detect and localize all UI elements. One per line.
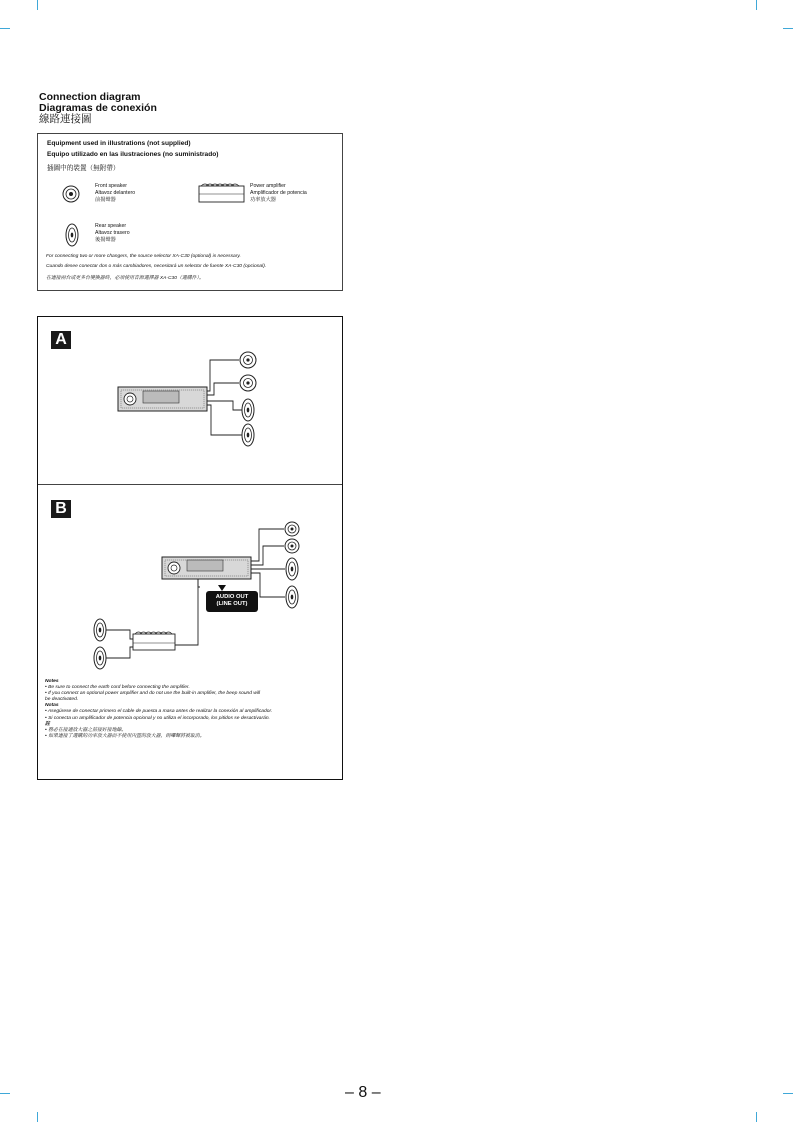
crop-mark <box>0 28 10 29</box>
page-heading <box>39 92 157 125</box>
front-speakers-b <box>285 522 299 553</box>
rear-speakers-a <box>242 399 254 446</box>
head-unit-a <box>118 387 207 411</box>
diagram-box <box>37 316 343 780</box>
audio-out-callout: AUDIO OUT (LINE OUT) <box>206 591 258 612</box>
rear-speaker-label: Rear speaker Altavoz trasero 後揚聲器 <box>95 223 130 243</box>
notes-heading-es: Notas <box>45 703 59 709</box>
power-amplifier-label: Power amplifier Amplificador de potencia 功率放大器 <box>250 183 307 203</box>
notes-heading-zh: 註 <box>45 721 50 727</box>
crop-mark <box>783 28 793 29</box>
power-amplifier-b <box>133 632 175 650</box>
note-zh-1: • 務必在接通放大器之前接好接地線。 <box>45 727 127 733</box>
heading-en: Connection diagram <box>39 91 141 103</box>
page-number: – 8 – <box>345 1084 381 1101</box>
section-label-a: A <box>51 331 71 349</box>
crop-mark <box>37 1112 38 1122</box>
amp-rear-speakers-b <box>94 619 126 669</box>
equipment-note-zh: 在連接兩台或更多台變換器時，必須使用音源選擇器 XA-C30（選購件）。 <box>46 276 204 281</box>
power-amplifier-icon <box>199 184 244 202</box>
rear-speaker-icon <box>66 224 78 246</box>
wiring-a <box>207 360 242 435</box>
heading-es: Diagramas de conexión <box>39 102 157 114</box>
note-es-1: • Asegúrese de conectar primero el cable de puesta a masa antes de realizar la conexión al amplificador. <box>45 709 273 715</box>
equipment-title-zh: 插圖中的裝置（無附帶） <box>47 165 120 172</box>
heading-zh: 線路連接圖 <box>39 113 92 125</box>
rear-speakers-b <box>286 558 298 608</box>
note-en-3: be deactivated. <box>45 697 79 703</box>
notes-section <box>45 679 272 740</box>
note-es-2: • Si conecta un amplificador de potencia opcional y no utiliza el incorporado, los pitidos se desactivarán. <box>45 715 270 721</box>
crop-mark <box>756 0 757 10</box>
note-en-2: • If you connect an optional power amplifier and do not use the built-in amplifier, the beep sound will <box>45 691 261 697</box>
crop-mark <box>756 1112 757 1122</box>
equipment-note-es: Cuando desee conectar dos o más cambiadores, necesitará un selector de fuente XA-C30 (opcional). <box>46 264 267 269</box>
equipment-title-es: Equipo utilizado en las ilustraciones (no suministrado) <box>47 151 219 158</box>
front-speakers-a <box>240 352 256 391</box>
equipment-title-en: Equipment used in illustrations (not supplied) <box>47 140 191 147</box>
equipment-note-en: For connecting two or more changers, the source selector XA-C30 (optional) is necessary. <box>46 254 241 259</box>
note-en-1: • Be sure to connect the earth cord before connecting the amplifier. <box>45 685 190 691</box>
crop-mark <box>783 1093 793 1094</box>
note-zh-2: • 如果連接了選購的功率放大器而不使用內置的放大器，則嗶聲將被取消。 <box>45 733 205 739</box>
crop-mark <box>37 0 38 10</box>
head-unit-b <box>162 557 251 579</box>
crop-mark <box>0 1093 10 1094</box>
front-speaker-icon <box>63 186 79 202</box>
notes-heading-en: Notes <box>45 679 59 684</box>
section-label-b: B <box>51 500 71 518</box>
equipment-box <box>37 133 343 291</box>
front-speaker-label: Front speaker Altavoz delantero 前揚聲器 <box>95 183 136 203</box>
